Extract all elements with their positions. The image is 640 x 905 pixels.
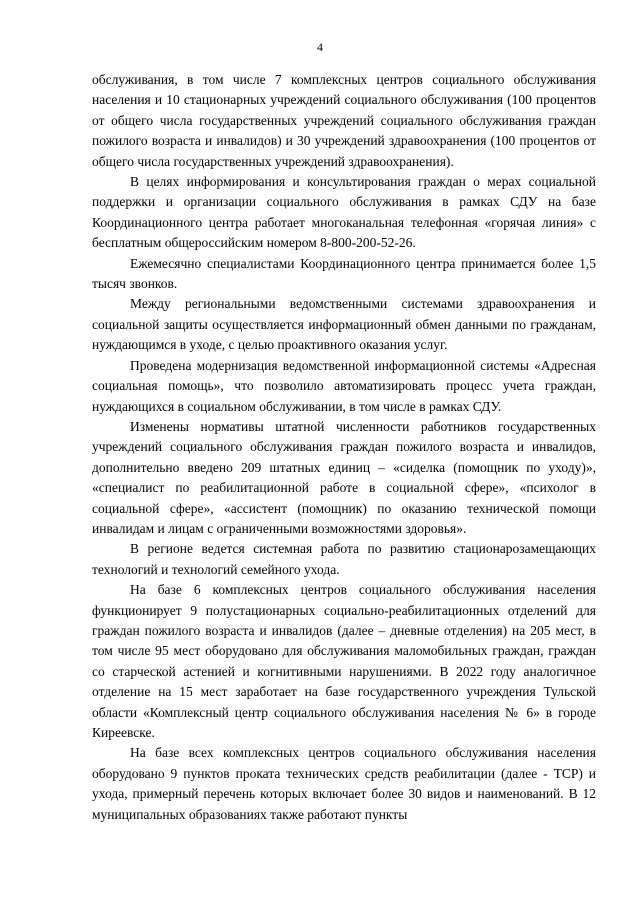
- paragraph-monthly-calls: Ежемесячно специалистами Координационного центра принимается более 1,5 тысяч звонков.: [92, 255, 596, 292]
- paragraph-hotline: В целях информирования и консультирования граждан о мерах социальной поддержки и организации социального обслуживания в рамках СДУ на базе Координационного центра работает многоканальная телефонная «горячая линия» с бесплатным общероссийским номером 8-800-200-52-26.: [92, 174, 596, 251]
- paragraph-continuation: обслуживания, в том числе 7 комплексных центров социального обслуживания населения и 10 стационарных учреждений социального обслуживания (100 процентов от общего числа государственных учреждений социального обслуживания граждан пожилого возраста и инвалидов) и 30 учреждений здравоохранения (100 процентов от общего числа государственных учреждений здравоохранения).: [92, 72, 596, 169]
- paragraph-staffing: Изменены нормативы штатной численности работников государственных учреждений социального обслуживания граждан пожилого возраста и инвалидов, дополнительно введено 209 штатных единиц – «сиделка (помощник по уходу)», «специалист по реабилитационной работе в социальной сфере», «психолог в социальной сфере», «ассистент (помощник) по оказанию технической помощи инвалидам и лицам с ограниченными возможностями здоровья».: [92, 418, 596, 536]
- paragraph-data-exchange: Между региональными ведомственными системами здравоохранения и социальной защиты осуществляется информационный обмен данными по гражданам, нуждающимся в уходе, с целью проактивного оказания услуг.: [92, 296, 596, 353]
- document-body: [92, 70, 596, 825]
- paragraph-day-departments: На базе 6 комплексных центров социального обслуживания населения функционирует 9 полустационарных социально-реабилитационных отделений для граждан пожилого возраста и инвалидов (далее – дневные отделения) на 205 мест, в том числе 95 мест оборудовано для обслуживания маломобильных граждан, граждан со старческой астенией и когнитивными нарушениями. В 2022 году аналогичное отделение на 15 мест заработает на базе государственного учреждения Тульской области «Комплексный центр социального обслуживания населения № 6» в городе Киреевске.: [92, 582, 596, 740]
- paragraph-modernization: Проведена модернизация ведомственной информационной системы «Адресная социальная помощь», что позволило автоматизировать процесс учета граждан, нуждающихся в социальном обслуживании, в том числе в рамках СДУ.: [92, 357, 596, 414]
- paragraph-region-work: В регионе ведется системная работа по развитию стационарозамещающих технологий и технологий семейного ухода.: [92, 541, 596, 577]
- page-number: 4: [317, 40, 323, 54]
- paragraph-rental-points: На базе всех комплексных центров социального обслуживания населения оборудовано 9 пунктов проката технических средств реабилитации (далее - ТСР) и ухода, примерный перечень которых включает более 30 видов и наименований. В 12 муниципальных образованиях также работают пункты: [92, 745, 596, 822]
